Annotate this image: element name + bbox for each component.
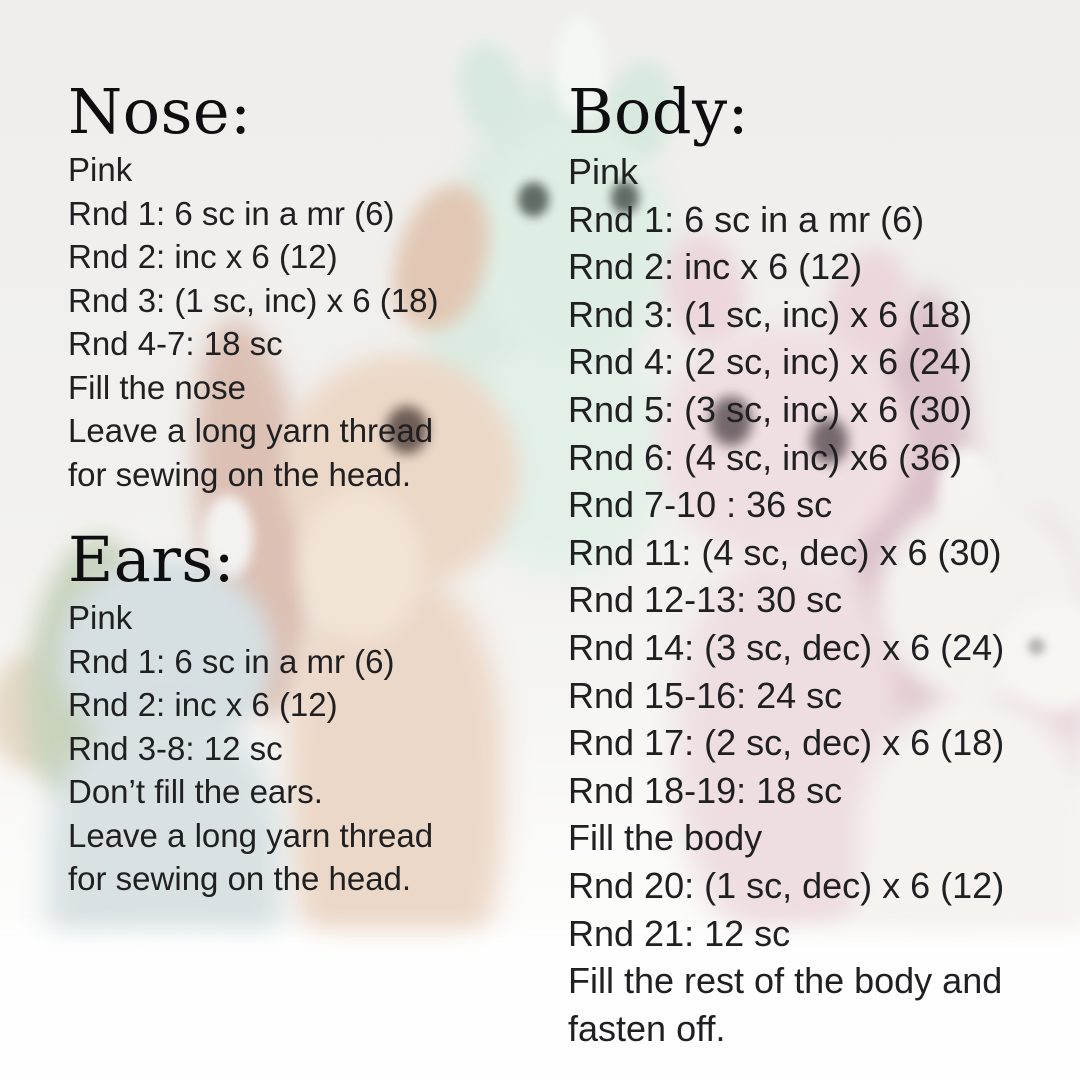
body-instructions [568, 148, 1073, 1052]
pattern-line: Rnd 6: (4 sc, inc) x6 (36) [568, 436, 963, 478]
pattern-line: fasten off. [568, 1007, 726, 1049]
pattern-line: Rnd 2: inc x 6 (12) [568, 246, 863, 288]
section-body [568, 76, 1073, 1052]
pattern-line: Fill the body [568, 817, 763, 859]
pattern-line: Rnd 1: 6 sc in a mr (6) [68, 642, 395, 680]
pattern-line: Rnd 5: (3 sc, inc) x 6 (30) [568, 388, 973, 430]
ears-heading: Ears: [68, 523, 236, 596]
pattern-line: Rnd 1: 6 sc in a mr (6) [68, 194, 395, 232]
left-column [68, 76, 548, 901]
pattern-line: Rnd 18-19: 18 sc [568, 769, 843, 811]
section-nose [68, 76, 548, 496]
pattern-line: Rnd 1: 6 sc in a mr (6) [568, 198, 925, 240]
pattern-line: Don’t fill the ears. [68, 773, 323, 810]
pattern-line: for sewing on the head. [68, 860, 412, 897]
pattern-line: Fill the nose [68, 368, 246, 406]
pattern-line: for sewing on the head. [68, 455, 412, 493]
pattern-line: Leave a long yarn thread [68, 412, 434, 449]
pattern-line: Fill the rest of the body and [568, 960, 1003, 1002]
pattern-line: Rnd 3: (1 sc, inc) x 6 (18) [568, 293, 973, 335]
pattern-line: Pink [68, 151, 133, 188]
ears-instructions [68, 596, 548, 901]
pattern-line: Rnd 17: (2 sc, dec) x 6 (18) [568, 722, 1005, 764]
pattern-line: Rnd 3: (1 sc, inc) x 6 (18) [68, 281, 439, 319]
pattern-line: Rnd 21: 12 sc [568, 912, 791, 954]
pattern-line: Pink [568, 151, 639, 192]
nose-instructions [68, 148, 548, 496]
pattern-line: Rnd 7-10 : 36 sc [568, 484, 833, 526]
pattern-line: Rnd 2: inc x 6 (12) [68, 686, 338, 723]
pattern-line: Rnd 4-7: 18 sc [68, 325, 283, 362]
pattern-line: Rnd 15-16: 24 sc [568, 674, 843, 716]
pattern-line: Rnd 2: inc x 6 (12) [68, 238, 338, 275]
nose-heading: Nose: [68, 75, 252, 148]
pattern-line: Rnd 12-13: 30 sc [568, 579, 843, 621]
pattern-line: Rnd 20: (1 sc, dec) x 6 (12) [568, 864, 1005, 906]
pattern-line: Rnd 3-8: 12 sc [68, 729, 283, 767]
pattern-line: Rnd 4: (2 sc, inc) x 6 (24) [568, 341, 973, 383]
pattern-line: Pink [68, 599, 133, 636]
section-ears [68, 524, 548, 901]
pattern-line: Rnd 14: (3 sc, dec) x 6 (24) [568, 626, 1005, 668]
body-heading: Body: [568, 75, 749, 148]
pattern-line: Leave a long yarn thread [68, 816, 434, 854]
right-column [568, 76, 1073, 1052]
pattern-line: Rnd 11: (4 sc, dec) x 6 (30) [568, 531, 1002, 573]
